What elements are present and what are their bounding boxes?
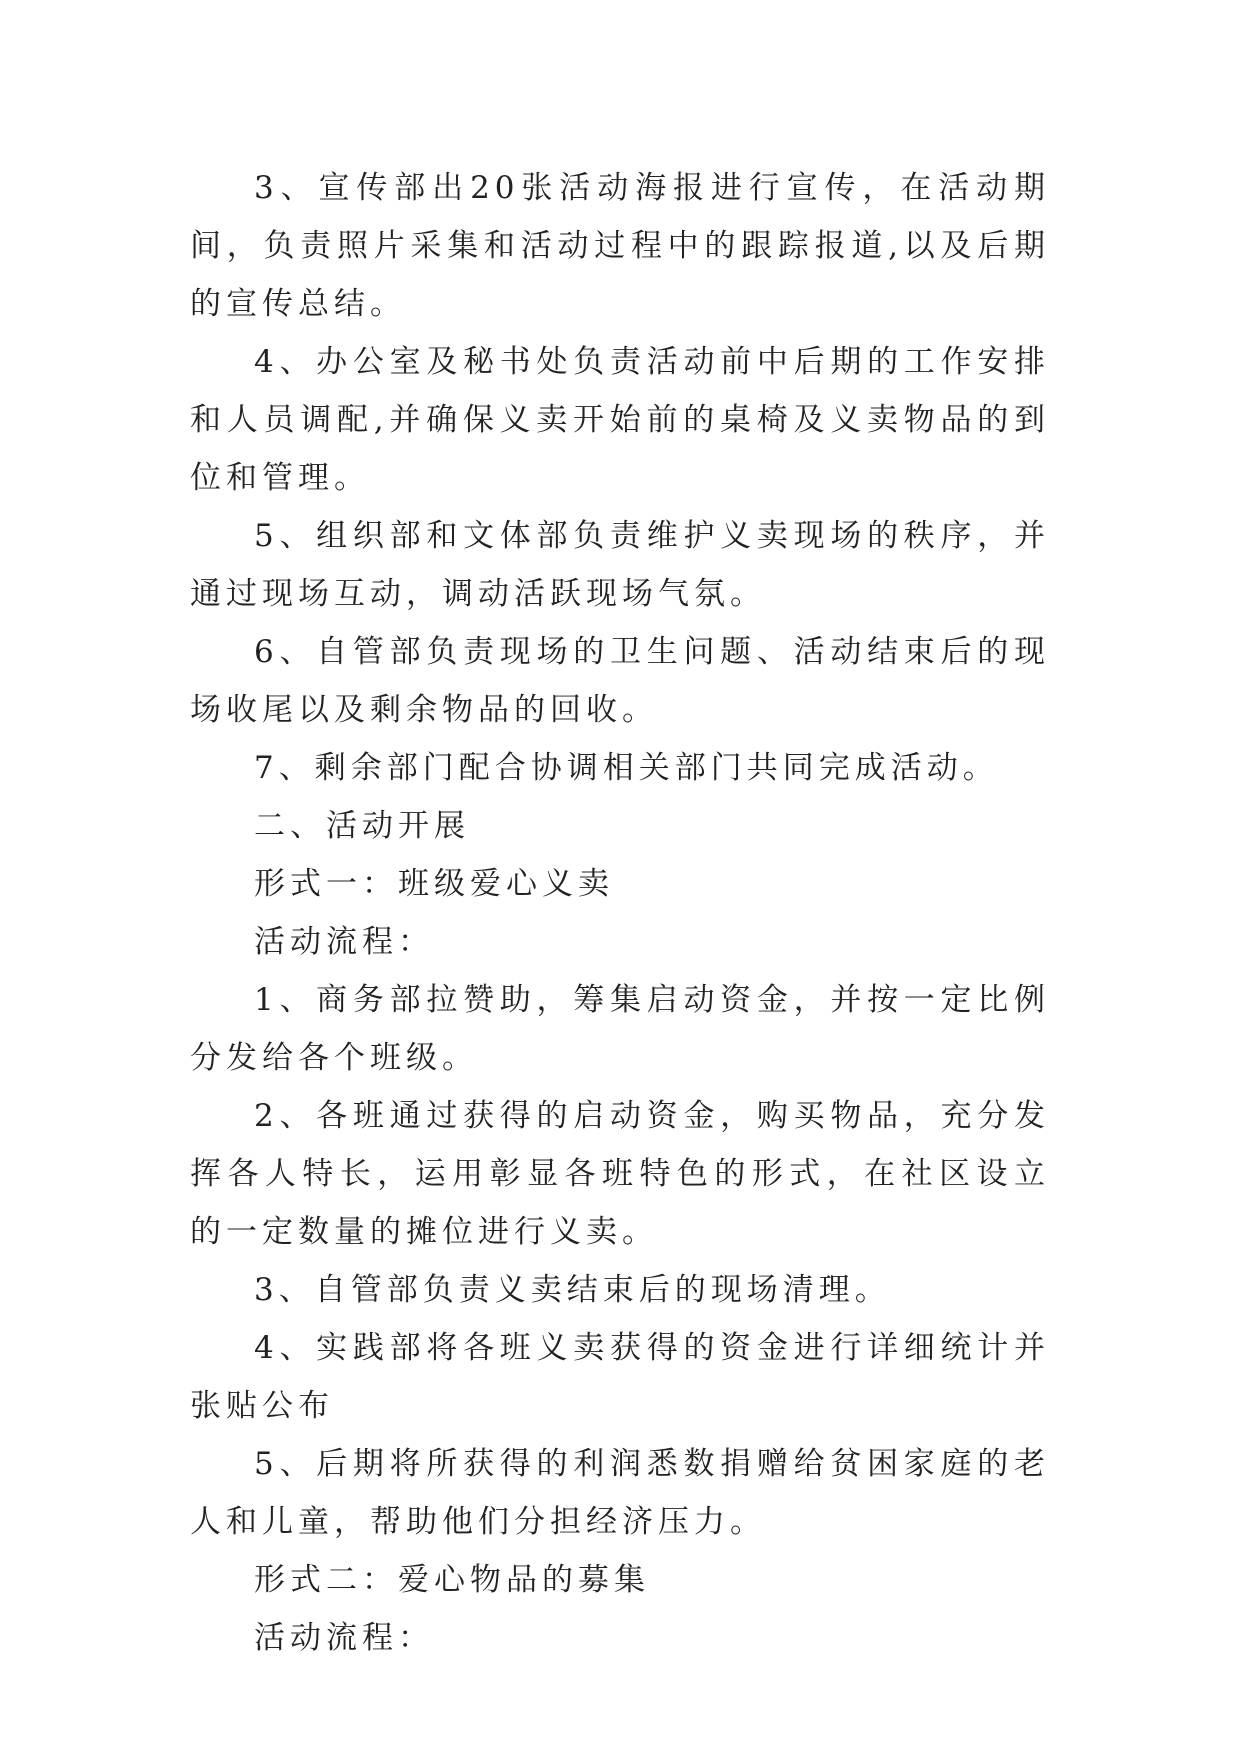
paragraph-self-management-duty: 6、自管部负责现场的卫生问题、活动结束后的现场收尾以及剩余物品的回收。 <box>190 634 1050 728</box>
step-class-sale: 2、各班通过获得的启动资金，购买物品，充分发挥各人特长，运用彰显各班特色的形式，在社区设立的一定数量的摊位进行义卖。 <box>190 1098 1050 1250</box>
paragraph-other-departments: 7、剩余部门配合协调相关部门共同完成活动。 <box>254 750 999 786</box>
step-sponsorship: 1、商务部拉赞助，筹集启动资金，并按一定比例分发给各个班级。 <box>190 982 1050 1076</box>
form-one-heading: 形式一：班级爱心义卖 <box>254 866 614 902</box>
step-donation: 5、后期将所获得的利润悉数捐赠给贫困家庭的老人和儿童，帮助他们分担经济压力。 <box>190 1446 1050 1540</box>
paragraph-publicity-duty: 3、宣传部出20张活动海报进行宣传，在活动期间，负责照片采集和活动过程中的跟踪报道,以及后期的宣传总结。 <box>190 170 1050 322</box>
paragraph-organization-duty: 5、组织部和文体部负责维护义卖现场的秩序，并通过现场互动，调动活跃现场气氛。 <box>190 518 1050 612</box>
form-two-heading: 形式二：爱心物品的募集 <box>254 1562 650 1598</box>
process-heading-one: 活动流程： <box>254 924 434 960</box>
document-body <box>190 159 1050 1667</box>
process-heading-two: 活动流程： <box>254 1620 434 1656</box>
section-heading-activity: 二、活动开展 <box>254 808 470 844</box>
step-statistics: 4、实践部将各班义卖获得的资金进行详细统计并张贴公布 <box>190 1330 1050 1424</box>
step-cleanup: 3、自管部负责义卖结束后的现场清理。 <box>254 1272 891 1308</box>
paragraph-office-duty: 4、办公室及秘书处负责活动前中后期的工作安排和人员调配,并确保义卖开始前的桌椅及义卖物品的到位和管理。 <box>190 344 1050 496</box>
